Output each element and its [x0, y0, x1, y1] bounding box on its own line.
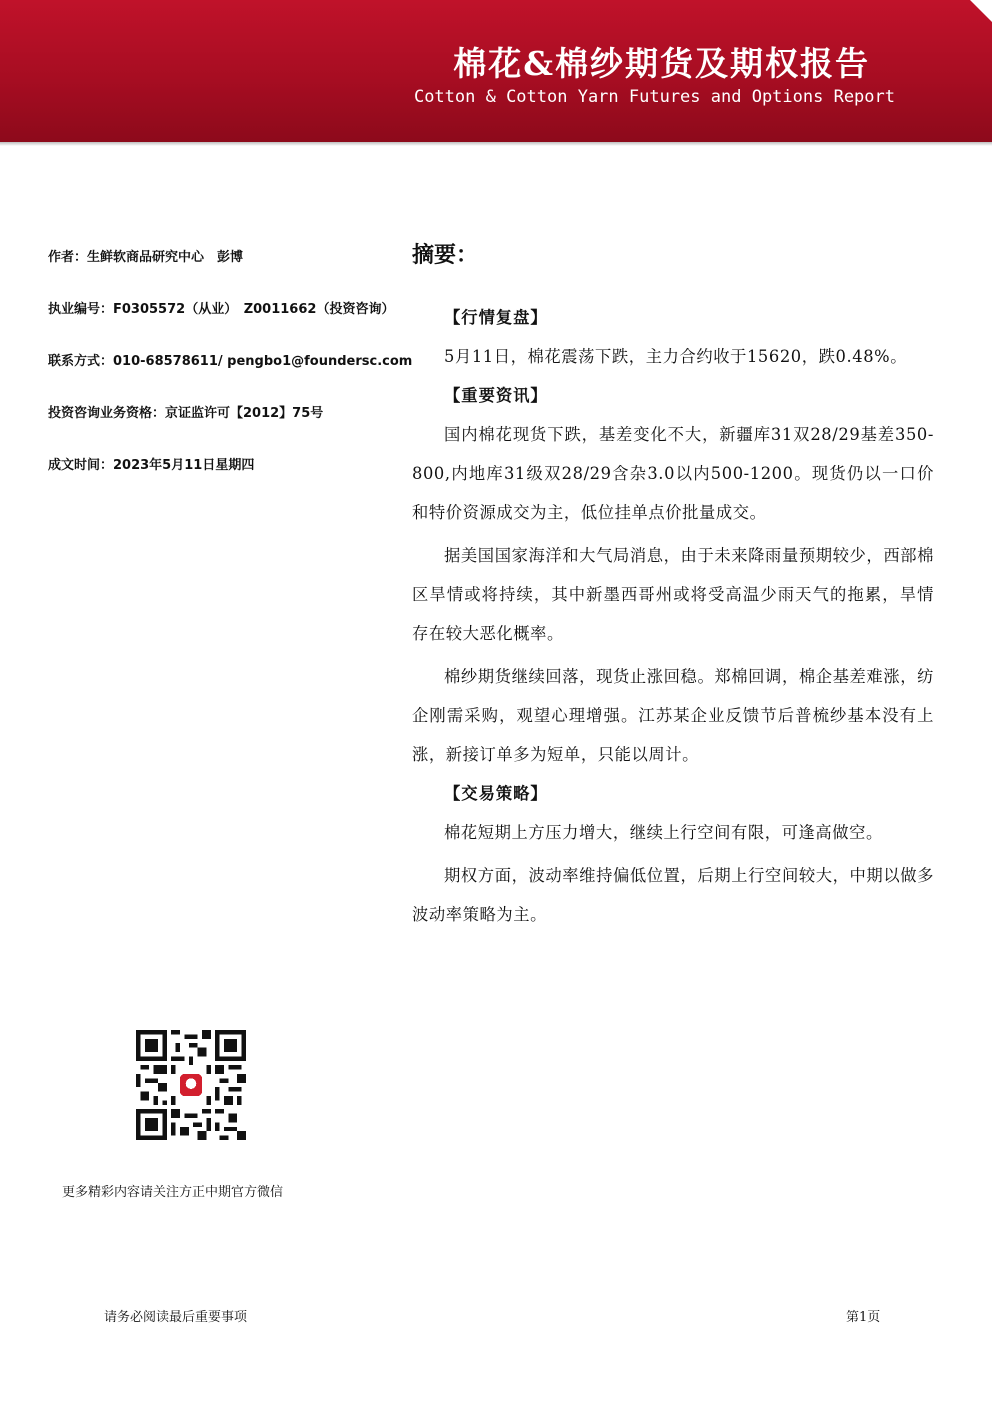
strategy-paragraph: 棉花短期上方压力增大，继续上行空间有限，可逢高做空。: [444, 823, 883, 842]
qualification-line: 投资咨询业务资格：京证监许可【2012】75号: [48, 406, 324, 421]
summary-title: 摘要：: [412, 242, 479, 268]
page-number: 第1页: [846, 1310, 881, 1325]
contact-line: 联系方式：010-68578611/ pengbo1@foundersc.com: [48, 354, 413, 369]
strategy-heading: 【交易策略】: [444, 784, 548, 803]
market-review-heading: 【行情复盘】: [444, 308, 548, 327]
news-paragraph: 国内棉花现货下跌，基差变化不大，新疆库31双28/29基差350-800,内地库31级双28/29含杂3.0以内500-1200。现货仍以一口价和特价资源成交为主，低位挂单点价批量成交。: [412, 425, 934, 522]
banner-shadow: [0, 142, 992, 146]
news-paragraph: 棉纱期货继续回落，现货止涨回稳。郑棉回调，棉企基差难涨，纺企刚需采购，观望心理增强。江苏某企业反馈节后普梳纱基本没有上涨，新接订单多为短单，只能以周计。: [412, 667, 934, 764]
report-title-en: Cotton & Cotton Yarn Futures and Options Report: [413, 87, 895, 107]
license-line: 执业编号：F0305572（从业） Z0011662（投资咨询）: [48, 302, 395, 317]
strategy-paragraph: 期权方面，波动率维持偏低位置，后期上行空间较大，中期以做多波动率策略为主。: [412, 866, 934, 924]
qr-caption: 更多精彩内容请关注方正中期官方微信: [62, 1185, 284, 1200]
banner-corner-fold: [970, 0, 992, 22]
author-line: 作者：生鲜软商品研究中心 彭博: [48, 250, 244, 265]
market-review-paragraph: 5月11日，棉花震荡下跌，主力合约收于15620，跌0.48%。: [444, 347, 908, 366]
date-line: 成文时间：2023年5月11日星期四: [48, 458, 255, 473]
news-heading: 【重要资讯】: [444, 386, 548, 405]
news-paragraph: 据美国国家海洋和大气局消息，由于未来降雨量预期较少，西部棉区旱情或将持续，其中新墨西哥州或将受高温少雨天气的拖累，旱情存在较大恶化概率。: [412, 546, 934, 643]
header-banner: [0, 0, 992, 142]
report-title-cn: 棉花&棉纱期货及期权报告: [453, 44, 870, 83]
summary-content: [412, 298, 934, 934]
footer-notice: 请务必阅读最后重要事项: [104, 1310, 248, 1325]
wechat-qr-code[interactable]: [136, 1030, 246, 1140]
